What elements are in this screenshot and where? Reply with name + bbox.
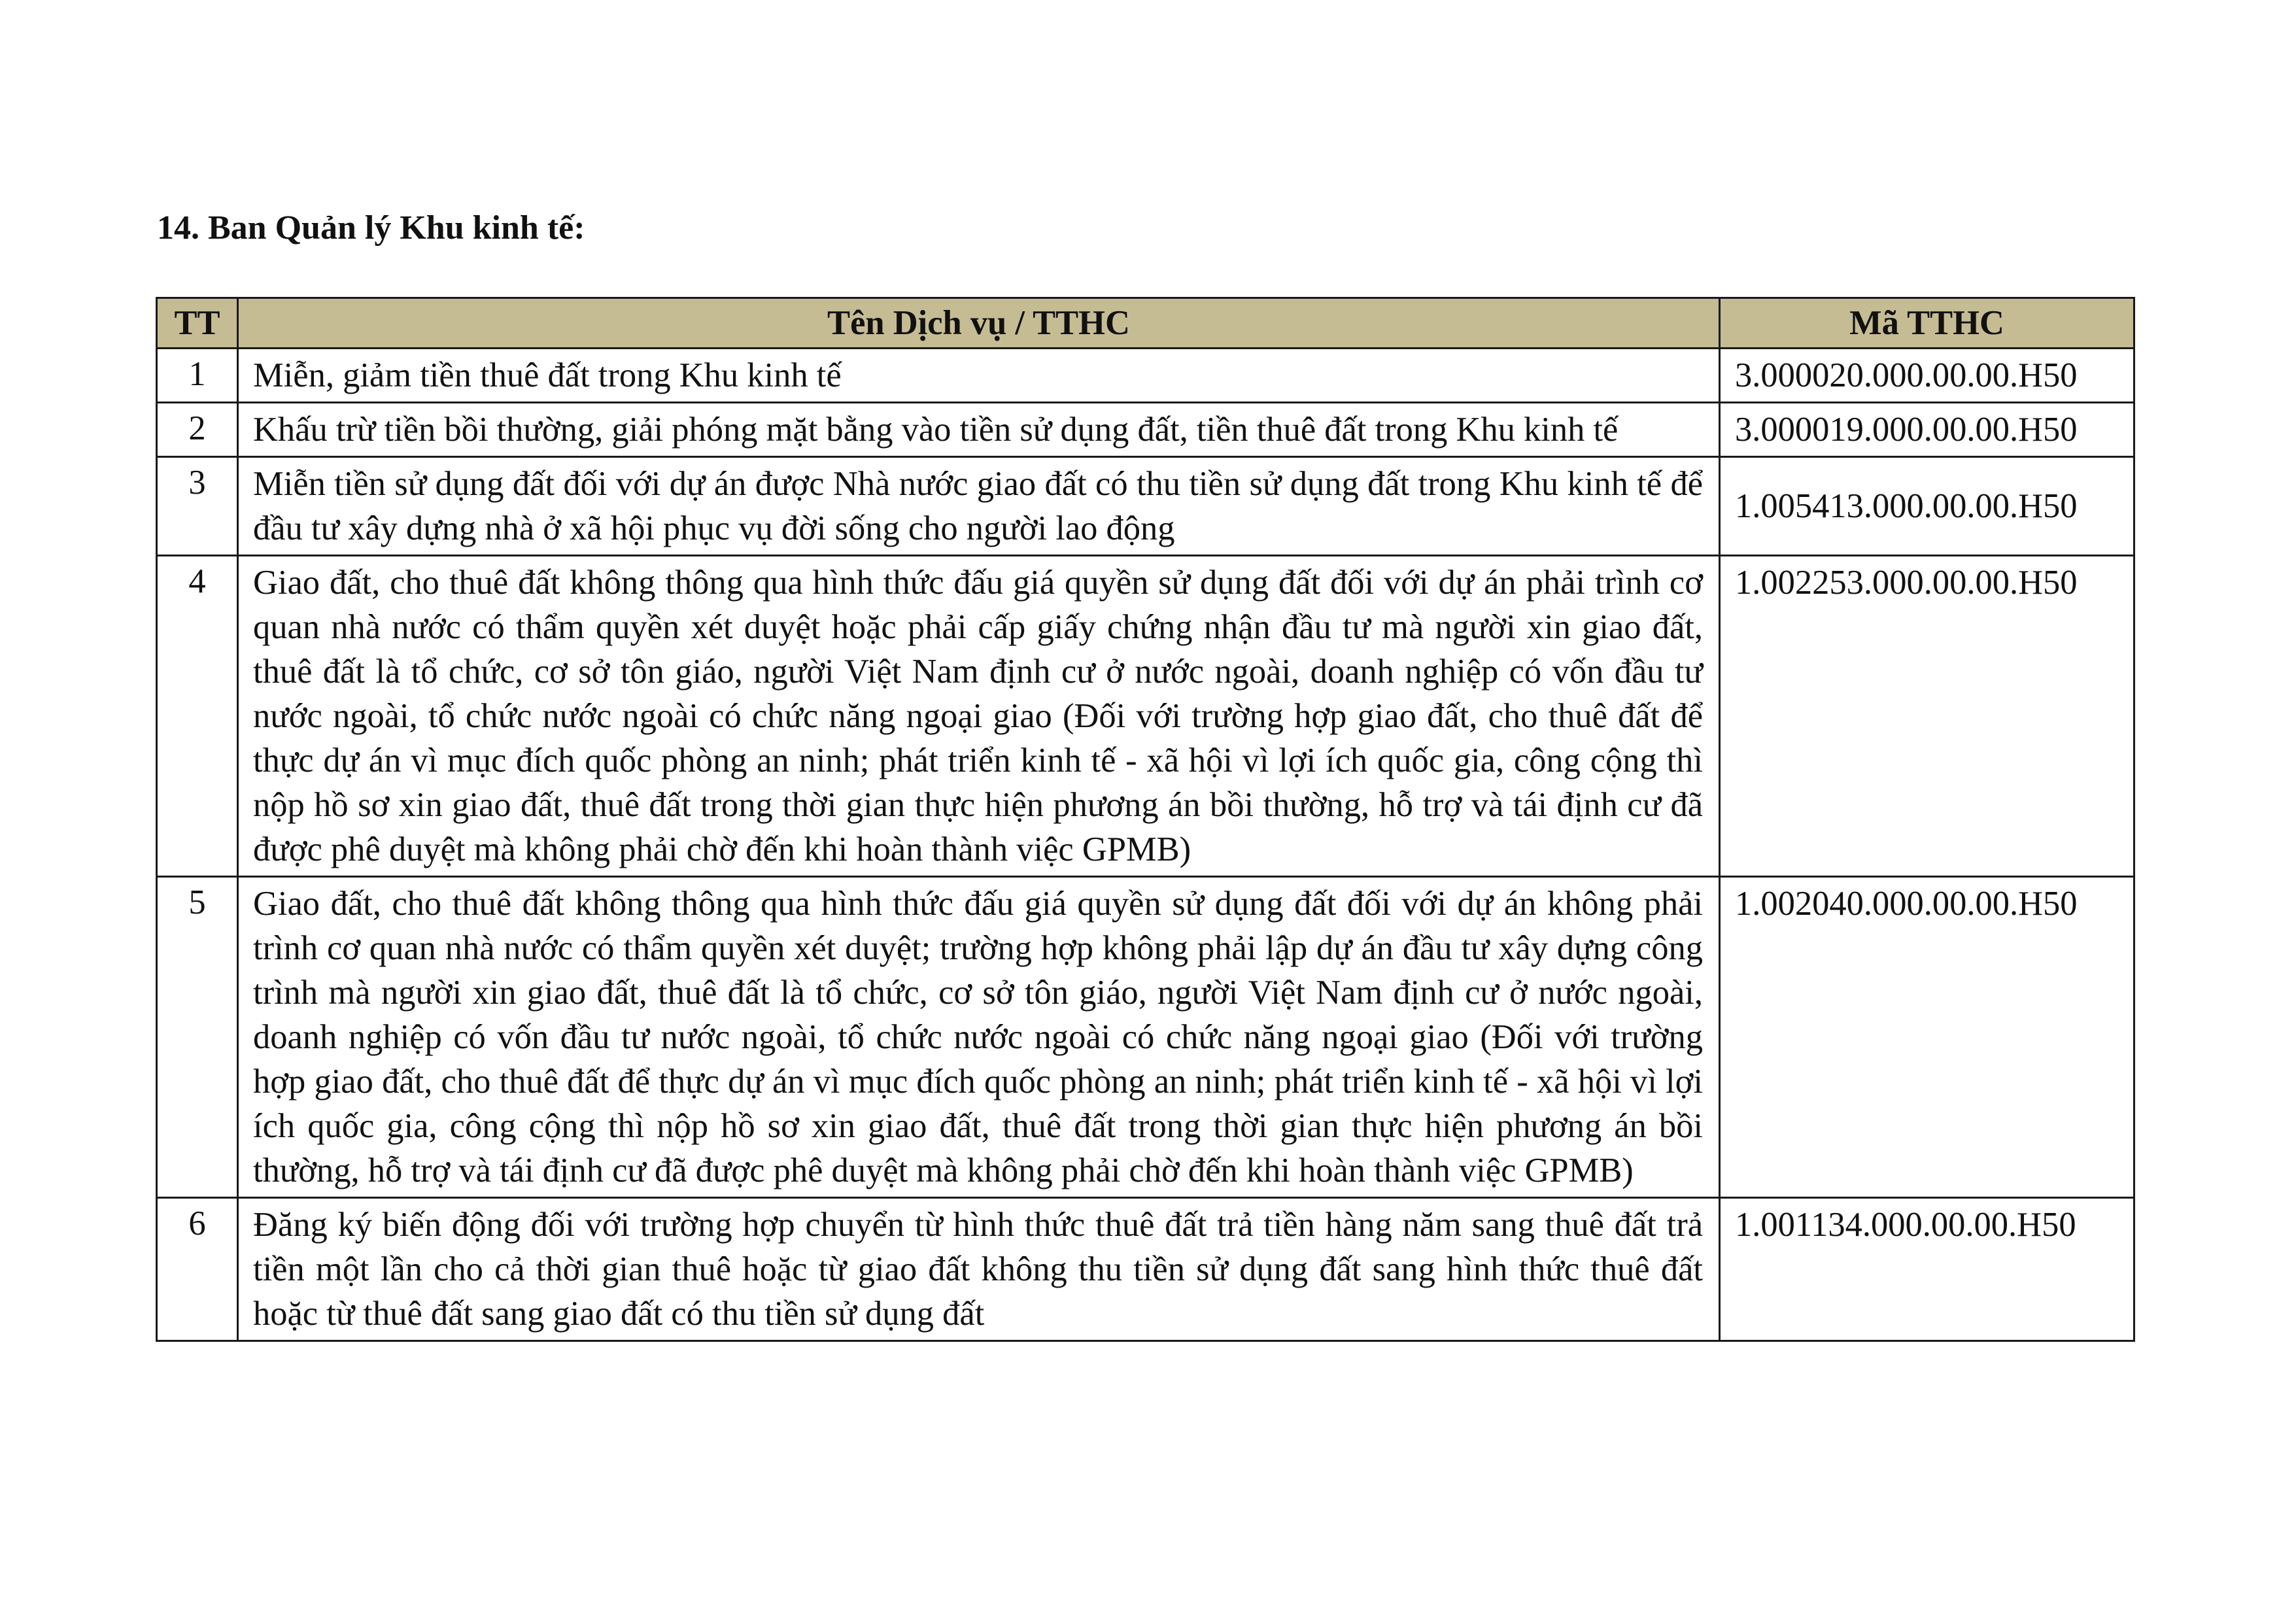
procedures-table [156,297,2135,1342]
service-name: Miễn, giảm tiền thuê đất trong Khu kinh tế [238,349,1720,403]
row-number: 1 [157,349,238,403]
row-number: 2 [157,403,238,457]
service-name: Giao đất, cho thuê đất không thông qua hình thức đấu giá quyền sử dụng đất đối với dự án không phải trình cơ quan nhà nước có thẩm quyền xét duyệt; trường hợp không phải lập dự án đầu tư xây dựng công trình mà người xin giao đất, thuê đất là tổ chức, cơ sở tôn giáo, người Việt Nam định cư ở nước ngoài, doanh nghiệp có vốn đầu tư nước ngoài, tổ chức nước ngoài có chức năng ngoại giao (Đối với trường hợp giao đất, cho thuê đất để thực dự án vì mục đích quốc phòng an ninh; phát triển kinh tế - xã hội vì lợi ích quốc gia, công cộng thì nộp hồ sơ xin giao đất, thuê đất trong thời gian thực hiện phương án bồi thường, hỗ trợ và tái định cư đã được phê duyệt mà không phải chờ đến khi hoàn thành việc GPMB) [238,877,1720,1198]
procedure-code: 1.001134.000.00.00.H50 [1720,1198,2134,1341]
procedure-code: 1.002253.000.00.00.H50 [1720,556,2134,877]
service-name: Giao đất, cho thuê đất không thông qua hình thức đấu giá quyền sử dụng đất đối với dự án phải trình cơ quan nhà nước có thẩm quyền xét duyệt hoặc phải cấp giấy chứng nhận đầu tư mà người xin giao đất, thuê đất là tổ chức, cơ sở tôn giáo, người Việt Nam định cư ở nước ngoài, doanh nghiệp có vốn đầu tư nước ngoài, tổ chức nước ngoài có chức năng ngoại giao (Đối với trường hợp giao đất, cho thuê đất để thực dự án vì mục đích quốc phòng an ninh; phát triển kinh tế - xã hội vì lợi ích quốc gia, công cộng thì nộp hồ sơ xin giao đất, thuê đất trong thời gian thực hiện phương án bồi thường, hỗ trợ và tái định cư đã được phê duyệt mà không phải chờ đến khi hoàn thành việc GPMB) [238,556,1720,877]
header-procedure-code: Mã TTHC [1720,298,2134,349]
row-number: 4 [157,556,238,877]
row-number: 5 [157,877,238,1198]
header-tt: TT [157,298,238,349]
procedure-code: 1.002040.000.00.00.H50 [1720,877,2134,1198]
table-row [157,556,2134,877]
service-name: Khấu trừ tiền bồi thường, giải phóng mặt bằng vào tiền sử dụng đất, tiền thuê đất trong Khu kinh tế [238,403,1720,457]
row-number: 3 [157,457,238,556]
section-heading: 14. Ban Quản lý Khu kinh tế: [157,209,585,247]
table-row [157,1198,2134,1341]
service-name: Đăng ký biến động đối với trường hợp chuyển từ hình thức thuê đất trả tiền hàng năm sang thuê đất trả tiền một lần cho cả thời gian thuê hoặc từ giao đất không thu tiền sử dụng đất sang hình thức thuê đất hoặc từ thuê đất sang giao đất có thu tiền sử dụng đất [238,1198,1720,1341]
procedure-code: 3.000020.000.00.00.H50 [1720,349,2134,403]
procedure-code: 1.005413.000.00.00.H50 [1720,457,2134,556]
procedure-code: 3.000019.000.00.00.H50 [1720,403,2134,457]
row-number: 6 [157,1198,238,1341]
table-row [157,877,2134,1198]
service-name: Miễn tiền sử dụng đất đối với dự án được Nhà nước giao đất có thu tiền sử dụng đất trong Khu kinh tế để đầu tư xây dựng nhà ở xã hội phục vụ đời sống cho người lao động [238,457,1720,556]
header-service-name: Tên Dịch vụ / TTHC [238,298,1720,349]
table-header-row [157,298,2134,349]
table-row [157,349,2134,403]
table-row [157,403,2134,457]
table-row [157,457,2134,556]
